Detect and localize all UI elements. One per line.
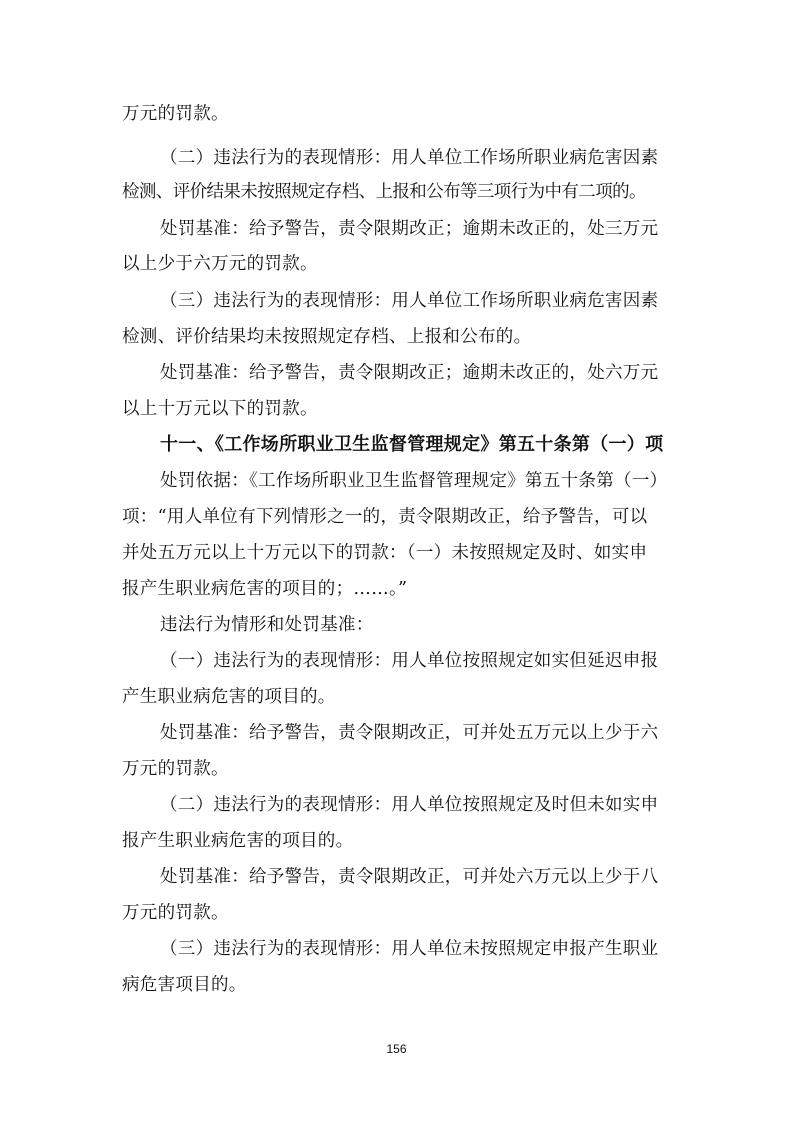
text-line: 项：“用人单位有下列情形之一的，责令限期改正，给予警告，可以 — [122, 507, 648, 527]
text-line: （二）违法行为的表现情形：用人单位工作场所职业病危害因素 — [160, 148, 659, 168]
text-line: 万元的罚款。 — [122, 759, 229, 779]
text-line: 处罚基准：给予警告，责令限期改正，可并处五万元以上少于六 — [160, 723, 659, 743]
text-line: 病危害项目的。 — [122, 975, 247, 995]
text-line: 处罚基准：给予警告，责令限期改正，可并处六万元以上少于八 — [160, 867, 659, 887]
text-line: 处罚依据：《工作场所职业卫生监督管理规定》第五十条第（一） — [160, 471, 668, 491]
text-line: （三）违法行为的表现情形：用人单位工作场所职业病危害因素 — [160, 291, 659, 311]
text-line: 以上十万元以下的罚款。 — [122, 399, 318, 419]
text-line: （一）违法行为的表现情形：用人单位按照规定如实但延迟申报 — [160, 651, 659, 671]
section-heading: 十一、《工作场所职业卫生监督管理规定》第五十条第（一）项 — [160, 434, 664, 455]
text-line: 报产生职业病危害的项目的。 — [122, 831, 354, 851]
text-line: 万元的罚款。 — [122, 903, 229, 923]
text-line: 检测、评价结果未按照规定存档、上报和公布等三项行为中有二项的。 — [122, 182, 646, 202]
text-line: （二）违法行为的表现情形：用人单位按照规定及时但未如实申 — [160, 795, 659, 815]
text-line: 报产生职业病危害的项目的；……。” — [122, 579, 408, 599]
text-line: 违法行为情形和处罚基准： — [160, 615, 374, 635]
text-line: 处罚基准：给予警告，责令限期改正；逾期未改正的，处三万元 — [160, 219, 659, 239]
text-line: （三）违法行为的表现情形：用人单位未按照规定申报产生职业 — [160, 939, 659, 959]
text-line: 万元的罚款。 — [122, 104, 229, 124]
text-line: 处罚基准：给予警告，责令限期改正；逾期未改正的，处六万元 — [160, 363, 659, 383]
text-line: 并处五万元以上十万元以下的罚款：（一）未按照规定及时、如实申 — [122, 543, 648, 563]
page-number: 156 — [386, 1042, 407, 1056]
text-line: 以上少于六万元的罚款。 — [122, 254, 318, 274]
text-line: 检测、评价结果均未按照规定存档、上报和公布的。 — [122, 327, 532, 347]
text-line: 产生职业病危害的项目的。 — [122, 687, 336, 707]
